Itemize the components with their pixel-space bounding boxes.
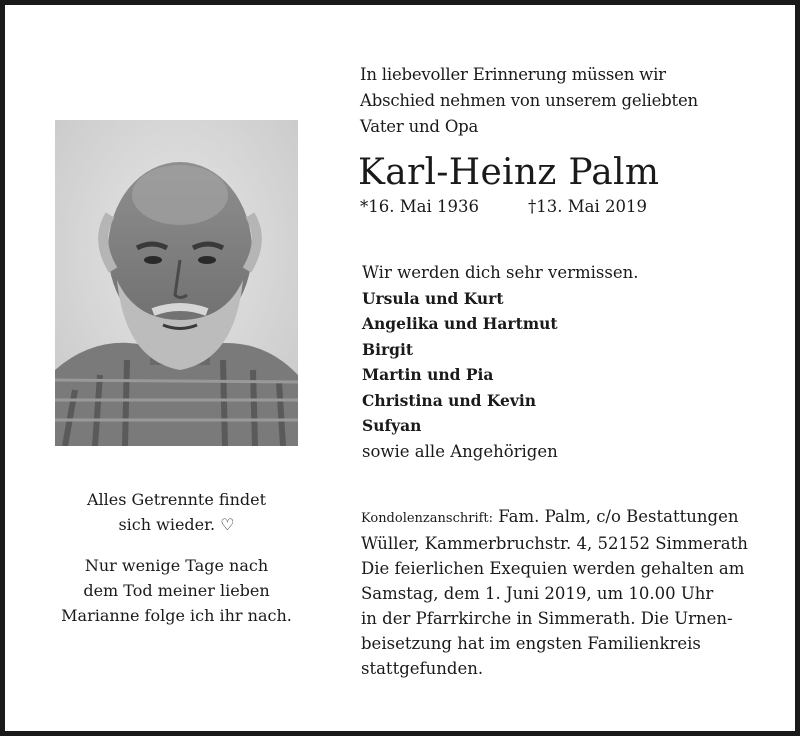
notice-line: Wüller, Kammerbruchstr. 4, 52152 Simmerath [361,534,748,553]
quote-line: sich wieder. ♡ [118,515,235,534]
notice-line: in der Pfarrkirche in Simmerath. Die Urnen- [361,609,733,628]
family-member: Ursula und Kurt [362,288,504,308]
quote-line: Alles Getrennte findet [86,490,267,509]
notice-line: Die feierlichen Exequien werden gehalten am [361,559,745,578]
funeral-notice [361,504,771,681]
family-opening: Wir werden dich sehr vermissen. [362,263,639,282]
intro-text [360,62,760,140]
quote-reunion [55,487,298,537]
family-list [362,260,762,464]
family-member: Christina und Kevin [362,390,537,410]
intro-line: Vater und Opa [360,117,479,136]
family-member: Sufyan [362,416,422,435]
family-member: Martin und Pia [362,365,494,384]
notice-line-first [361,504,771,531]
portrait-photo-image [55,120,298,446]
portrait-photo [55,120,298,446]
quote-line: Nur wenige Tage nach [84,556,269,575]
condolence-address-label: Kondolenzanschrift: [361,511,494,526]
condolence-address-start: Fam. Palm, c/o Bestattungen [493,507,739,526]
quote-line: dem Tod meiner lieben [83,581,270,600]
quote-line: Marianne folge ich ihr nach. [61,606,292,625]
birth-date: *16. Mai 1936 [360,197,479,216]
quote-farewell [55,553,298,628]
intro-line: Abschied nehmen von unserem geliebten [360,91,698,110]
death-date: †13. Mai 2019 [528,197,647,216]
intro-line: In liebevoller Erinnerung müssen wir [360,65,666,84]
notice-line: stattgefunden. [361,659,484,678]
family-member: Birgit [362,339,414,359]
notice-line: Samstag, dem 1. Juni 2019, um 10.00 Uhr [361,584,714,603]
notice-line: beisetzung hat im engsten Familienkreis [361,634,701,653]
family-member: Angelika und Hartmut [362,314,558,333]
deceased-name: Karl-Heinz Palm [358,152,660,193]
family-closing: sowie alle Angehörigen [362,441,558,461]
